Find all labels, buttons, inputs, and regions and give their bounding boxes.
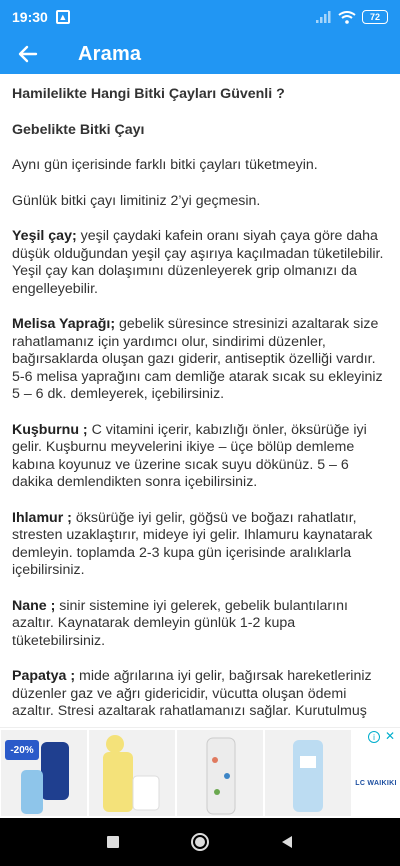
tea-item-melisa — [12, 316, 388, 404]
home-button[interactable] — [180, 822, 220, 862]
back-button[interactable] — [0, 34, 56, 74]
ad-banner[interactable] — [0, 727, 400, 818]
tea-item-nane — [12, 598, 388, 651]
battery-level: 72 — [369, 12, 380, 22]
article-paragraph: Günlük bitki çayı limitiniz 2’yi geçmesin. — [12, 192, 261, 209]
wifi-icon — [338, 11, 356, 24]
status-icons — [316, 10, 388, 24]
tea-name: Papatya ; — [12, 668, 76, 684]
signal-icon — [316, 11, 332, 23]
ad-brand-logo: LC WAIKIKI — [355, 779, 397, 787]
battery-icon — [362, 10, 388, 24]
article-title: Hamilelikte Hangi Bitki Çayları Güvenli ? — [12, 86, 285, 102]
status-bar — [0, 0, 400, 34]
tea-name: Yeşil çay; — [12, 228, 77, 244]
tea-item-yesil-cay — [12, 228, 388, 298]
article-content[interactable] — [0, 74, 400, 727]
ad-product-image[interactable] — [265, 730, 351, 816]
ad-info-icon[interactable]: i — [368, 731, 380, 743]
notification-icon: ▲ — [56, 10, 70, 24]
tea-description: sinir sistemine iyi gelerek, gebelik bulantılarını azaltır. Kaynatarak demleyin günlük 1-2 kupa tüketebilirsiniz. — [12, 597, 348, 649]
circle-icon — [190, 832, 210, 852]
baby-clothes-icon — [89, 730, 175, 816]
tea-description: öksürüğe iyi gelir, göğsü ve boğazı rahatlatır, stresten uzaklaştırır, mideye iyi gelir. Ihlamuru kaynatarak demleyin. toplamda 2-3 kupa gün içerisinde aralıklarla içebilirsiniz. — [12, 509, 373, 578]
system-nav-bar — [0, 818, 400, 866]
tea-description: gebelik süresince stresinizi azaltarak size rahatlamanız için yardımcı olur, sindirimi düzenler, bağırsaklarda oluşan gazı giderir, antiseptik özelliği vardır. 5-6 melisa yaprağını cam demliğe atarak sıcak su ekleyiniz 5 – 6 dk. demleyerek, içebilirsiniz. — [12, 316, 383, 402]
discount-badge: -20% — [5, 740, 39, 760]
baby-clothes-icon — [177, 730, 263, 816]
ad-brand-area[interactable] — [352, 728, 400, 818]
ad-product-image[interactable] — [177, 730, 263, 816]
tea-item-papatya — [12, 668, 388, 721]
ad-product-image[interactable] — [1, 730, 87, 816]
baby-clothes-icon — [265, 730, 351, 816]
arrow-back-icon — [18, 44, 38, 64]
tea-description: yeşil çaydaki kafein oranı siyah çaya göre daha düşük olduğundan yeşil çay aşırıya kaçılmadan tüketilebilir. Yeşil çay kan dolaşımını düzenleyerek grip olmanızı da engelleyebilir. — [12, 228, 384, 297]
status-time: 19:30 — [12, 9, 48, 25]
tea-item-kusburnu — [12, 422, 388, 492]
recents-button[interactable] — [93, 822, 133, 862]
square-icon — [106, 835, 120, 849]
article-subtitle: Gebelikte Bitki Çayı — [12, 121, 145, 138]
tea-name: Nane ; — [12, 597, 56, 614]
tea-item-ihlamur — [12, 510, 388, 580]
back-nav-button[interactable] — [267, 822, 307, 862]
ad-product-image[interactable] — [89, 730, 175, 816]
article-paragraph: Aynı gün içerisinde farklı bitki çayları tüketmeyin. — [12, 157, 318, 173]
tea-description: mide ağrılarına iyi gelir, bağırsak hareketleriniz düzenler gaz ve ağrı gidericidir, vücutta oluşan ödemi azaltır. Stresi azaltarak rahatlamanızı sağlar. Kurutulmuş — [12, 668, 372, 719]
tea-name: Ihlamur ; — [12, 509, 72, 526]
app-bar — [0, 34, 400, 74]
tea-name: Melisa Yaprağı; — [12, 316, 116, 332]
page-title: Arama — [78, 42, 142, 65]
ad-close-icon[interactable]: ✕ — [384, 729, 395, 743]
tea-description: C vitamini içerir, kabızlığı önler, öksürüğe iyi gelir. Kuşburnu meyvelerini ikiye – üçe bölüp demleme kabına koyunuz ve üzerine sıcak suyu dökünüz. 5 – 6 dakika demlendikten sonra içebilirsiniz. — [12, 421, 367, 490]
tea-name: Kuşburnu ; — [12, 421, 88, 438]
triangle-back-icon — [279, 834, 295, 850]
